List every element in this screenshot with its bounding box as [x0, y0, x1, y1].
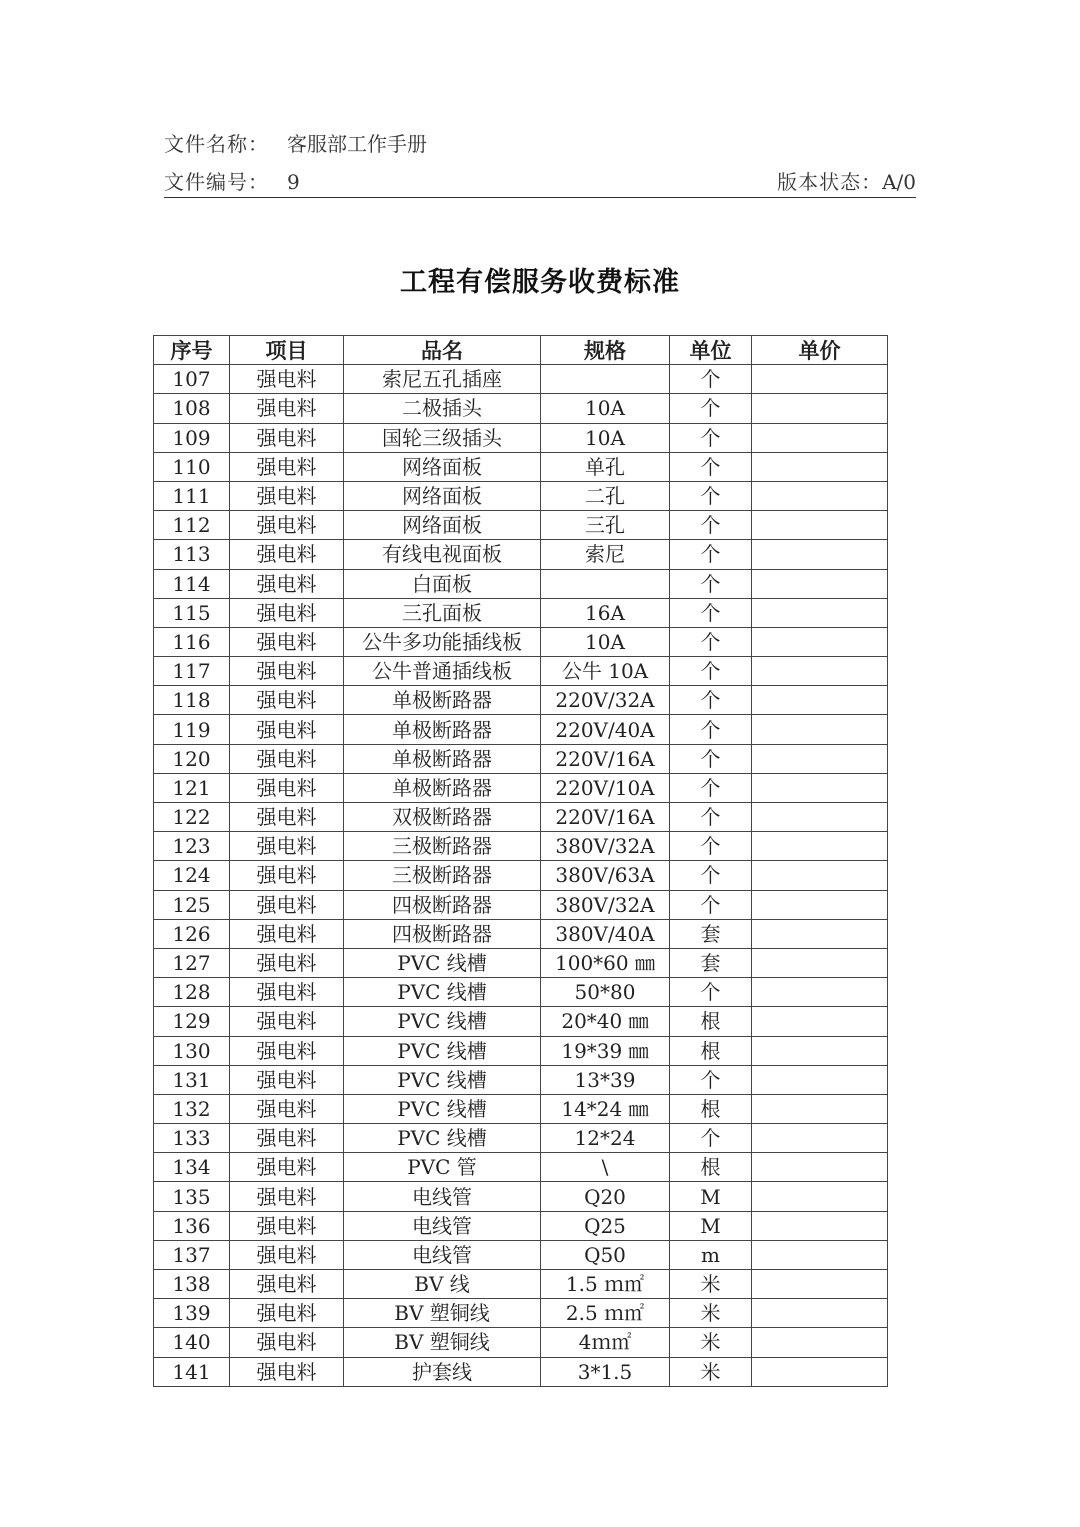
cell-price: [752, 1124, 888, 1153]
cell-item-name: 索尼五孔插座: [344, 365, 541, 394]
cell-index: 123: [154, 832, 230, 861]
cell-spec: 2.5 ｍ㎡: [541, 1299, 670, 1328]
cell-item-name: PVC 线槽: [344, 1065, 541, 1094]
cell-unit: 个: [670, 452, 752, 481]
cell-index: 140: [154, 1328, 230, 1357]
cell-price: [752, 394, 888, 423]
cell-unit: 个: [670, 423, 752, 452]
cell-unit: 个: [670, 657, 752, 686]
document-title: 工程有偿服务收费标准: [400, 267, 680, 298]
cell-index: 126: [154, 919, 230, 948]
cell-price: [752, 1270, 888, 1299]
cell-index: 132: [154, 1094, 230, 1123]
cell-spec: 13*39: [541, 1065, 670, 1094]
table-row: [154, 1270, 888, 1299]
cell-unit: 个: [670, 394, 752, 423]
cell-spec: 380V/32A: [541, 890, 670, 919]
cell-spec: 19*39 ㎜: [541, 1036, 670, 1065]
table-row: [154, 744, 888, 773]
cell-price: [752, 1182, 888, 1211]
cell-category: 强电料: [230, 919, 344, 948]
cell-unit: M: [670, 1182, 752, 1211]
cell-unit: 个: [670, 773, 752, 802]
table-row: [154, 919, 888, 948]
cell-category: 强电料: [230, 365, 344, 394]
cell-category: 强电料: [230, 948, 344, 977]
cell-item-name: 网络面板: [344, 452, 541, 481]
table-row: [154, 803, 888, 832]
table-row: [154, 1328, 888, 1357]
cell-spec: 20*40 ㎜: [541, 1007, 670, 1036]
cell-index: 119: [154, 715, 230, 744]
cell-item-name: 三孔面板: [344, 598, 541, 627]
table-row: [154, 1182, 888, 1211]
cell-spec: 三孔: [541, 511, 670, 540]
cell-price: [752, 657, 888, 686]
table-row: [154, 686, 888, 715]
cell-index: 117: [154, 657, 230, 686]
table-row: [154, 1153, 888, 1182]
cell-price: [752, 803, 888, 832]
cell-category: 强电料: [230, 1065, 344, 1094]
cell-unit: 个: [670, 569, 752, 598]
cell-index: 107: [154, 365, 230, 394]
cell-category: 强电料: [230, 394, 344, 423]
cell-price: [752, 452, 888, 481]
cell-unit: 个: [670, 627, 752, 656]
cell-spec: 380V/32A: [541, 832, 670, 861]
fee-table: [153, 335, 888, 1387]
cell-unit: 个: [670, 861, 752, 890]
cell-index: 129: [154, 1007, 230, 1036]
cell-category: 强电料: [230, 715, 344, 744]
cell-spec: Q25: [541, 1211, 670, 1240]
cell-category: 强电料: [230, 1299, 344, 1328]
cell-price: [752, 919, 888, 948]
cell-index: 135: [154, 1182, 230, 1211]
cell-price: [752, 861, 888, 890]
cell-category: 强电料: [230, 832, 344, 861]
cell-item-name: BV 塑铜线: [344, 1299, 541, 1328]
version-value: A/0: [882, 170, 916, 194]
cell-spec: 单孔: [541, 452, 670, 481]
cell-price: [752, 1211, 888, 1240]
column-header-price: 单价: [752, 336, 888, 365]
cell-price: [752, 1065, 888, 1094]
cell-price: [752, 540, 888, 569]
cell-item-name: 三极断路器: [344, 861, 541, 890]
column-header-item-name: 品名: [344, 336, 541, 365]
cell-price: [752, 365, 888, 394]
table-row: [154, 540, 888, 569]
cell-category: 强电料: [230, 598, 344, 627]
cell-index: 131: [154, 1065, 230, 1094]
file-number-value: 9: [287, 170, 300, 194]
cell-unit: 个: [670, 686, 752, 715]
table-row: [154, 948, 888, 977]
cell-category: 强电料: [230, 481, 344, 510]
cell-index: 141: [154, 1357, 230, 1386]
cell-spec: [541, 569, 670, 598]
table-row: [154, 715, 888, 744]
cell-item-name: BV 塑铜线: [344, 1328, 541, 1357]
cell-spec: 220V/40A: [541, 715, 670, 744]
cell-price: [752, 1299, 888, 1328]
cell-category: 强电料: [230, 686, 344, 715]
cell-index: 134: [154, 1153, 230, 1182]
cell-index: 124: [154, 861, 230, 890]
cell-category: 强电料: [230, 1182, 344, 1211]
cell-category: 强电料: [230, 1036, 344, 1065]
cell-category: 强电料: [230, 773, 344, 802]
cell-unit: 套: [670, 919, 752, 948]
cell-category: 强电料: [230, 569, 344, 598]
table-row: [154, 423, 888, 452]
cell-price: [752, 1328, 888, 1357]
cell-unit: 个: [670, 890, 752, 919]
cell-item-name: 四极断路器: [344, 890, 541, 919]
cell-index: 120: [154, 744, 230, 773]
cell-spec: 公牛 10A: [541, 657, 670, 686]
cell-item-name: PVC 线槽: [344, 1124, 541, 1153]
cell-item-name: 护套线: [344, 1357, 541, 1386]
cell-spec: [541, 365, 670, 394]
cell-spec: 10A: [541, 394, 670, 423]
cell-spec: 50*80: [541, 978, 670, 1007]
cell-price: [752, 569, 888, 598]
cell-unit: 个: [670, 511, 752, 540]
cell-spec: \: [541, 1153, 670, 1182]
cell-unit: 个: [670, 744, 752, 773]
cell-price: [752, 1094, 888, 1123]
cell-price: [752, 773, 888, 802]
cell-spec: 220V/16A: [541, 803, 670, 832]
cell-category: 强电料: [230, 657, 344, 686]
cell-index: 109: [154, 423, 230, 452]
cell-price: [752, 1036, 888, 1065]
cell-index: 133: [154, 1124, 230, 1153]
cell-price: [752, 744, 888, 773]
table-row: [154, 832, 888, 861]
cell-category: 强电料: [230, 978, 344, 1007]
cell-spec: 4ｍ㎡: [541, 1328, 670, 1357]
cell-item-name: 电线管: [344, 1182, 541, 1211]
table-row: [154, 481, 888, 510]
cell-spec: Q20: [541, 1182, 670, 1211]
table-row: [154, 773, 888, 802]
cell-item-name: PVC 线槽: [344, 948, 541, 977]
cell-index: 128: [154, 978, 230, 1007]
cell-item-name: PVC 线槽: [344, 1036, 541, 1065]
table-row: [154, 1094, 888, 1123]
table-row: [154, 1299, 888, 1328]
cell-unit: 米: [670, 1299, 752, 1328]
cell-category: 强电料: [230, 627, 344, 656]
table-row: [154, 511, 888, 540]
table-row: [154, 890, 888, 919]
cell-unit: 个: [670, 365, 752, 394]
cell-index: 121: [154, 773, 230, 802]
cell-category: 强电料: [230, 452, 344, 481]
cell-category: 强电料: [230, 1357, 344, 1386]
cell-spec: 380V/63A: [541, 861, 670, 890]
cell-index: 130: [154, 1036, 230, 1065]
cell-price: [752, 1240, 888, 1269]
cell-unit: m: [670, 1240, 752, 1269]
cell-unit: 套: [670, 948, 752, 977]
cell-spec: 100*60 ㎜: [541, 948, 670, 977]
cell-index: 111: [154, 481, 230, 510]
cell-unit: 根: [670, 1094, 752, 1123]
cell-item-name: PVC 管: [344, 1153, 541, 1182]
cell-price: [752, 1153, 888, 1182]
cell-index: 118: [154, 686, 230, 715]
cell-item-name: 国轮三级插头: [344, 423, 541, 452]
table-row: [154, 394, 888, 423]
cell-item-name: PVC 线槽: [344, 1094, 541, 1123]
table-row: [154, 1036, 888, 1065]
cell-unit: 根: [670, 1036, 752, 1065]
cell-item-name: 单极断路器: [344, 744, 541, 773]
file-name-line: [164, 128, 916, 157]
cell-unit: 个: [670, 481, 752, 510]
table-row: [154, 569, 888, 598]
cell-spec: 1.5 ｍ㎡: [541, 1270, 670, 1299]
cell-unit: 个: [670, 1065, 752, 1094]
cell-unit: 根: [670, 1007, 752, 1036]
table-row: [154, 627, 888, 656]
table-row: [154, 598, 888, 627]
cell-unit: 个: [670, 803, 752, 832]
cell-spec: 14*24 ㎜: [541, 1094, 670, 1123]
cell-item-name: 电线管: [344, 1240, 541, 1269]
cell-category: 强电料: [230, 1211, 344, 1240]
table-row: [154, 978, 888, 1007]
cell-category: 强电料: [230, 890, 344, 919]
cell-item-name: 有线电视面板: [344, 540, 541, 569]
table-row: [154, 1357, 888, 1386]
cell-item-name: 网络面板: [344, 511, 541, 540]
cell-unit: M: [670, 1211, 752, 1240]
version-label: 版本状态：: [777, 170, 883, 194]
cell-item-name: 四极断路器: [344, 919, 541, 948]
cell-spec: 220V/32A: [541, 686, 670, 715]
cell-spec: 220V/10A: [541, 773, 670, 802]
file-name-value: 客服部工作手册: [287, 132, 427, 156]
cell-price: [752, 686, 888, 715]
table-row: [154, 861, 888, 890]
cell-index: 125: [154, 890, 230, 919]
table-row: [154, 1211, 888, 1240]
cell-index: 114: [154, 569, 230, 598]
column-header-unit: 单位: [670, 336, 752, 365]
cell-category: 强电料: [230, 1328, 344, 1357]
cell-price: [752, 948, 888, 977]
cell-index: 136: [154, 1211, 230, 1240]
cell-spec: 220V/16A: [541, 744, 670, 773]
cell-price: [752, 978, 888, 1007]
cell-item-name: 单极断路器: [344, 773, 541, 802]
cell-item-name: PVC 线槽: [344, 1007, 541, 1036]
cell-price: [752, 598, 888, 627]
cell-price: [752, 1007, 888, 1036]
cell-spec: 3*1.5: [541, 1357, 670, 1386]
cell-unit: 个: [670, 832, 752, 861]
cell-index: 127: [154, 948, 230, 977]
cell-price: [752, 890, 888, 919]
table-row: [154, 452, 888, 481]
cell-item-name: 网络面板: [344, 481, 541, 510]
cell-price: [752, 1357, 888, 1386]
column-header-category: 项目: [230, 336, 344, 365]
cell-category: 强电料: [230, 803, 344, 832]
cell-unit: 个: [670, 715, 752, 744]
cell-unit: 米: [670, 1328, 752, 1357]
cell-unit: 个: [670, 598, 752, 627]
cell-index: 115: [154, 598, 230, 627]
table-body: [154, 365, 888, 1387]
cell-index: 112: [154, 511, 230, 540]
cell-index: 138: [154, 1270, 230, 1299]
cell-item-name: 二极插头: [344, 394, 541, 423]
cell-unit: 个: [670, 540, 752, 569]
cell-price: [752, 627, 888, 656]
cell-unit: 米: [670, 1357, 752, 1386]
cell-spec: 380V/40A: [541, 919, 670, 948]
cell-category: 强电料: [230, 1124, 344, 1153]
cell-item-name: 三极断路器: [344, 832, 541, 861]
table-header-row: [154, 336, 888, 365]
cell-item-name: 单极断路器: [344, 686, 541, 715]
cell-item-name: BV 线: [344, 1270, 541, 1299]
cell-index: 110: [154, 452, 230, 481]
cell-unit: 米: [670, 1270, 752, 1299]
cell-unit: 根: [670, 1153, 752, 1182]
cell-spec: 16A: [541, 598, 670, 627]
cell-spec: 索尼: [541, 540, 670, 569]
cell-index: 108: [154, 394, 230, 423]
table-row: [154, 1007, 888, 1036]
cell-spec: 二孔: [541, 481, 670, 510]
cell-item-name: 电线管: [344, 1211, 541, 1240]
cell-spec: Q50: [541, 1240, 670, 1269]
cell-category: 强电料: [230, 1094, 344, 1123]
cell-index: 116: [154, 627, 230, 656]
file-number-line: [164, 166, 916, 198]
cell-price: [752, 423, 888, 452]
table-row: [154, 365, 888, 394]
cell-price: [752, 511, 888, 540]
cell-category: 强电料: [230, 1153, 344, 1182]
cell-item-name: 白面板: [344, 569, 541, 598]
cell-item-name: 公牛普通插线板: [344, 657, 541, 686]
table-row: [154, 1065, 888, 1094]
file-name-label: 文件名称：: [164, 132, 269, 156]
cell-item-name: 双极断路器: [344, 803, 541, 832]
cell-item-name: 单极断路器: [344, 715, 541, 744]
cell-index: 139: [154, 1299, 230, 1328]
cell-spec: 10A: [541, 423, 670, 452]
cell-index: 113: [154, 540, 230, 569]
column-header-spec: 规格: [541, 336, 670, 365]
table-row: [154, 657, 888, 686]
cell-unit: 个: [670, 978, 752, 1007]
cell-category: 强电料: [230, 1270, 344, 1299]
cell-category: 强电料: [230, 423, 344, 452]
cell-index: 137: [154, 1240, 230, 1269]
column-header-index: 序号: [154, 336, 230, 365]
table-row: [154, 1124, 888, 1153]
table-row: [154, 1240, 888, 1269]
cell-category: 强电料: [230, 1007, 344, 1036]
cell-category: 强电料: [230, 861, 344, 890]
cell-item-name: PVC 线槽: [344, 978, 541, 1007]
file-number-label: 文件编号：: [164, 170, 269, 194]
cell-item-name: 公牛多功能插线板: [344, 627, 541, 656]
cell-unit: 个: [670, 1124, 752, 1153]
cell-category: 强电料: [230, 1240, 344, 1269]
cell-price: [752, 481, 888, 510]
cell-price: [752, 832, 888, 861]
cell-spec: 10A: [541, 627, 670, 656]
cell-category: 强电料: [230, 744, 344, 773]
cell-category: 强电料: [230, 511, 344, 540]
cell-spec: 12*24: [541, 1124, 670, 1153]
cell-index: 122: [154, 803, 230, 832]
cell-price: [752, 715, 888, 744]
cell-category: 强电料: [230, 540, 344, 569]
